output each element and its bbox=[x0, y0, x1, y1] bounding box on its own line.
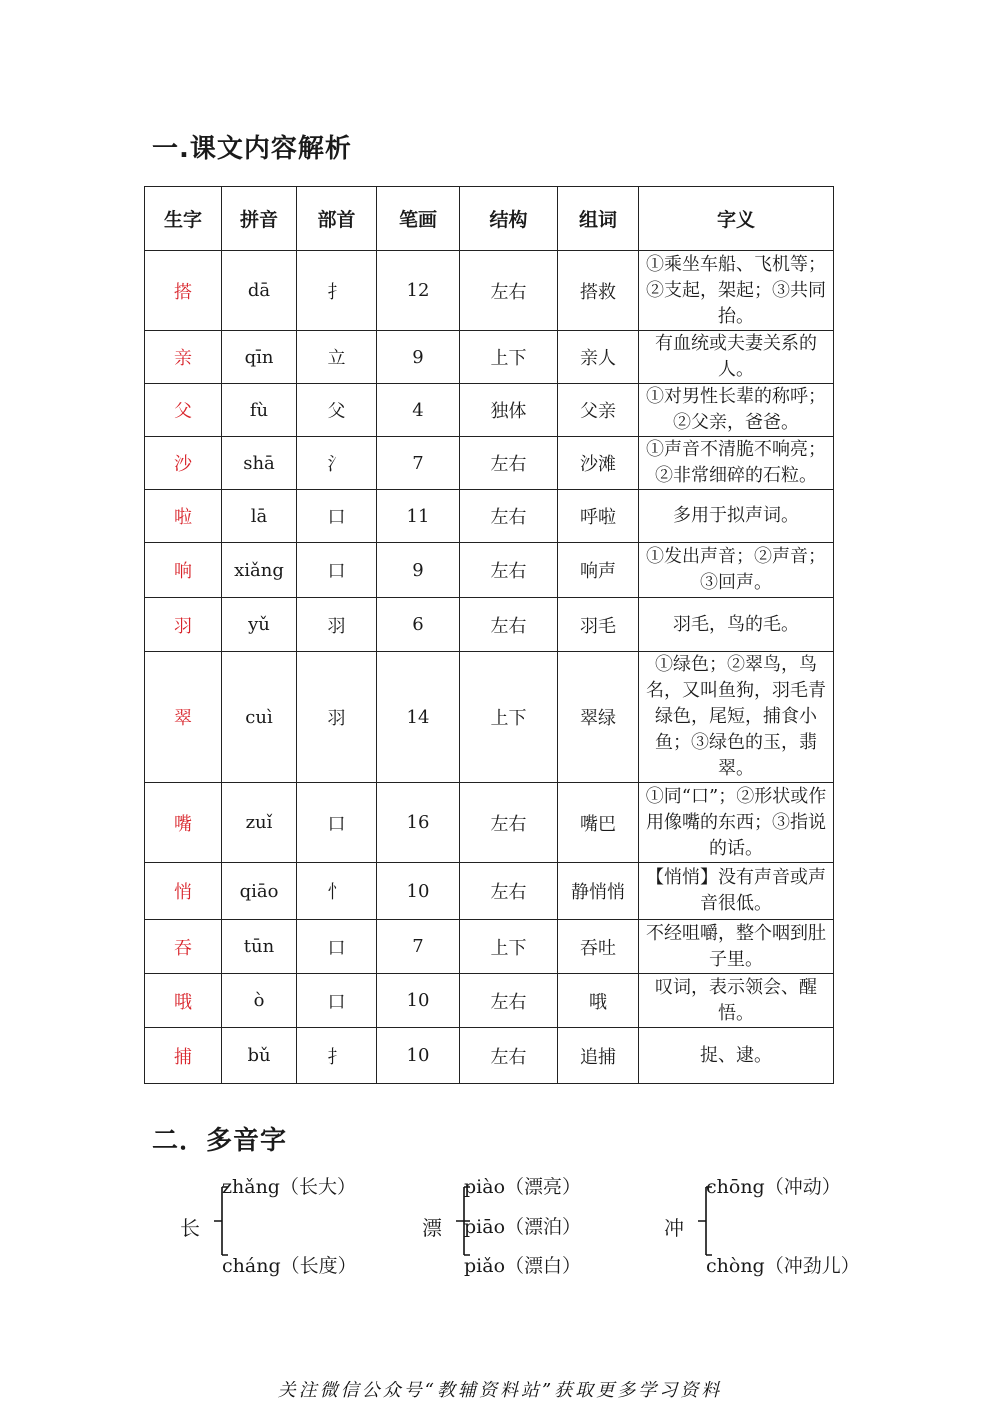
polyphone-reading: piāo（漂泊） bbox=[464, 1216, 582, 1238]
radical-cell: 扌 bbox=[297, 1028, 377, 1084]
radical-cell: 羽 bbox=[297, 652, 377, 783]
word-cell: 翠绿 bbox=[558, 652, 639, 783]
meaning-cell: 捉、逮。 bbox=[639, 1028, 834, 1084]
pinyin-cell: qīn bbox=[222, 331, 297, 384]
section2-title: 二．多音字 bbox=[152, 1126, 288, 1156]
meaning-cell: ①绿色；②翠鸟，鸟名，又叫鱼狗，羽毛青绿色，尾短，捕食小鱼；③绿色的玉，翡翠。 bbox=[639, 652, 834, 783]
meaning-cell: 叹词，表示领会、醒悟。 bbox=[639, 974, 834, 1028]
char-cell: 搭 bbox=[145, 251, 222, 331]
pinyin-cell: zuǐ bbox=[222, 783, 297, 863]
radical-cell: 扌 bbox=[297, 251, 377, 331]
table-row bbox=[145, 437, 834, 490]
header-cell: 结构 bbox=[460, 187, 558, 251]
pinyin-cell: fù bbox=[222, 384, 297, 437]
char-cell: 啦 bbox=[145, 490, 222, 543]
word-cell: 追捕 bbox=[558, 1028, 639, 1084]
header-cell: 部首 bbox=[297, 187, 377, 251]
char-cell: 吞 bbox=[145, 920, 222, 974]
polyphone-reading: piào（漂亮） bbox=[464, 1176, 582, 1198]
radical-cell: 口 bbox=[297, 543, 377, 598]
pinyin-cell: yǔ bbox=[222, 598, 297, 652]
strokes-cell: 9 bbox=[377, 331, 460, 384]
header-cell: 字义 bbox=[639, 187, 834, 251]
structure-cell: 左右 bbox=[460, 1028, 558, 1084]
table-row bbox=[145, 652, 834, 783]
radical-cell: 口 bbox=[297, 920, 377, 974]
polyphone-reading: cháng（长度） bbox=[222, 1255, 357, 1277]
char-cell: 哦 bbox=[145, 974, 222, 1028]
word-cell: 沙滩 bbox=[558, 437, 639, 490]
word-cell: 羽毛 bbox=[558, 598, 639, 652]
char-cell: 父 bbox=[145, 384, 222, 437]
strokes-cell: 10 bbox=[377, 1028, 460, 1084]
polyphone-char: 冲 bbox=[664, 1216, 684, 1240]
structure-cell: 独体 bbox=[460, 384, 558, 437]
structure-cell: 左右 bbox=[460, 783, 558, 863]
pinyin-cell: bǔ bbox=[222, 1028, 297, 1084]
pinyin-cell: lā bbox=[222, 490, 297, 543]
word-cell: 父亲 bbox=[558, 384, 639, 437]
strokes-cell: 7 bbox=[377, 920, 460, 974]
char-cell: 嘴 bbox=[145, 783, 222, 863]
pinyin-cell: shā bbox=[222, 437, 297, 490]
header-cell: 生字 bbox=[145, 187, 222, 251]
structure-cell: 上下 bbox=[460, 331, 558, 384]
polyphone-char: 长 bbox=[180, 1216, 200, 1240]
radical-cell: 忄 bbox=[297, 863, 377, 920]
header-cell: 组词 bbox=[558, 187, 639, 251]
char-cell: 悄 bbox=[145, 863, 222, 920]
polyphone-group bbox=[422, 1168, 682, 1288]
radical-cell: 羽 bbox=[297, 598, 377, 652]
table-row bbox=[145, 490, 834, 543]
structure-cell: 上下 bbox=[460, 920, 558, 974]
strokes-cell: 12 bbox=[377, 251, 460, 331]
structure-cell: 上下 bbox=[460, 652, 558, 783]
meaning-cell: ①乘坐车船、飞机等；②支起，架起；③共同抬。 bbox=[639, 251, 834, 331]
char-cell: 捕 bbox=[145, 1028, 222, 1084]
strokes-cell: 16 bbox=[377, 783, 460, 863]
structure-cell: 左右 bbox=[460, 251, 558, 331]
pinyin-cell: tūn bbox=[222, 920, 297, 974]
char-cell: 羽 bbox=[145, 598, 222, 652]
meaning-cell: ①声音不清脆不响亮；②非常细碎的石粒。 bbox=[639, 437, 834, 490]
word-cell: 响声 bbox=[558, 543, 639, 598]
structure-cell: 左右 bbox=[460, 437, 558, 490]
polyphone-reading: piǎo（漂白） bbox=[464, 1255, 582, 1277]
table-row bbox=[145, 251, 834, 331]
word-cell: 亲人 bbox=[558, 331, 639, 384]
header-cell: 笔画 bbox=[377, 187, 460, 251]
word-cell: 搭救 bbox=[558, 251, 639, 331]
meaning-cell: 有血统或夫妻关系的人。 bbox=[639, 331, 834, 384]
table-row bbox=[145, 598, 834, 652]
pinyin-cell: cuì bbox=[222, 652, 297, 783]
table-row bbox=[145, 1028, 834, 1084]
radical-cell: 口 bbox=[297, 783, 377, 863]
char-cell: 沙 bbox=[145, 437, 222, 490]
strokes-cell: 4 bbox=[377, 384, 460, 437]
header-cell: 拼音 bbox=[222, 187, 297, 251]
table-row bbox=[145, 863, 834, 920]
char-cell: 响 bbox=[145, 543, 222, 598]
meaning-cell: 【悄悄】没有声音或声音很低。 bbox=[639, 863, 834, 920]
meaning-cell: ①发出声音；②声音；③回声。 bbox=[639, 543, 834, 598]
pinyin-cell: dā bbox=[222, 251, 297, 331]
strokes-cell: 9 bbox=[377, 543, 460, 598]
table-row bbox=[145, 974, 834, 1028]
table-row bbox=[145, 331, 834, 384]
strokes-cell: 11 bbox=[377, 490, 460, 543]
structure-cell: 左右 bbox=[460, 598, 558, 652]
word-cell: 哦 bbox=[558, 974, 639, 1028]
strokes-cell: 10 bbox=[377, 863, 460, 920]
strokes-cell: 7 bbox=[377, 437, 460, 490]
polyphone-reading: zhǎng（长大） bbox=[222, 1176, 356, 1198]
meaning-cell: ①对男性长辈的称呼；②父亲，爸爸。 bbox=[639, 384, 834, 437]
pinyin-cell: ò bbox=[222, 974, 297, 1028]
char-cell: 亲 bbox=[145, 331, 222, 384]
character-table bbox=[144, 186, 834, 1084]
radical-cell: 口 bbox=[297, 490, 377, 543]
word-cell: 吞吐 bbox=[558, 920, 639, 974]
radical-cell: 父 bbox=[297, 384, 377, 437]
word-cell: 呼啦 bbox=[558, 490, 639, 543]
meaning-cell: 多用于拟声词。 bbox=[639, 490, 834, 543]
footer-note: 关注微信公众号“教辅资料站”获取更多学习资料 bbox=[277, 1380, 723, 1401]
pinyin-cell: xiǎng bbox=[222, 543, 297, 598]
radical-cell: 立 bbox=[297, 331, 377, 384]
polyphone-reading: chōng（冲动） bbox=[706, 1176, 841, 1198]
strokes-cell: 10 bbox=[377, 974, 460, 1028]
polyphone-group bbox=[180, 1168, 440, 1288]
table-header-row bbox=[145, 187, 834, 251]
polyphone-char: 漂 bbox=[422, 1216, 442, 1240]
word-cell: 嘴巴 bbox=[558, 783, 639, 863]
radical-cell: 氵 bbox=[297, 437, 377, 490]
table-row bbox=[145, 384, 834, 437]
meaning-cell: 羽毛，鸟的毛。 bbox=[639, 598, 834, 652]
table-row bbox=[145, 920, 834, 974]
char-cell: 翠 bbox=[145, 652, 222, 783]
radical-cell: 口 bbox=[297, 974, 377, 1028]
polyphone-group bbox=[664, 1168, 924, 1288]
strokes-cell: 14 bbox=[377, 652, 460, 783]
structure-cell: 左右 bbox=[460, 974, 558, 1028]
table-row bbox=[145, 543, 834, 598]
table-row bbox=[145, 783, 834, 863]
structure-cell: 左右 bbox=[460, 490, 558, 543]
polyphone-reading: chòng（冲劲儿） bbox=[706, 1255, 860, 1277]
structure-cell: 左右 bbox=[460, 863, 558, 920]
word-cell: 静悄悄 bbox=[558, 863, 639, 920]
section1-title: 一.课文内容解析 bbox=[152, 134, 352, 164]
structure-cell: 左右 bbox=[460, 543, 558, 598]
pinyin-cell: qiāo bbox=[222, 863, 297, 920]
meaning-cell: 不经咀嚼，整个咽到肚子里。 bbox=[639, 920, 834, 974]
meaning-cell: ①同“口”；②形状或作用像嘴的东西；③指说的话。 bbox=[639, 783, 834, 863]
strokes-cell: 6 bbox=[377, 598, 460, 652]
